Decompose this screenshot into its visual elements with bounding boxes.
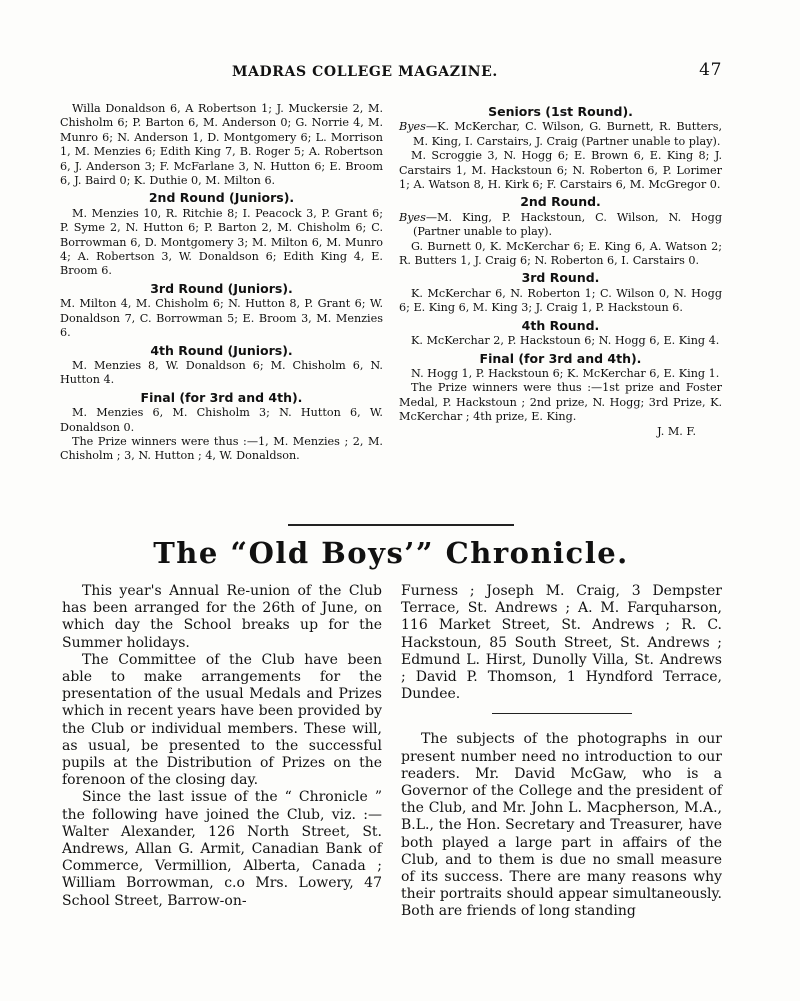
juniors-round2-results: M. Menzies 10, R. Ritchie 8; I. Peacock 3, P. Grant 6; P. Syme 2, N. Hutton 6; P. Barton 2, M. Chisholm 6; C. Borrowman 6, D. Montgomery 3; M. Milton 6, M. Munro 4; A. Robertson 3, W. Donaldson 6; Edith King 4, E. Broom 6. xyxy=(60,206,383,278)
seniors-round4-heading: 4th Round. xyxy=(521,317,600,333)
chronicle-right-column xyxy=(401,583,722,921)
seniors-results-column xyxy=(399,102,722,439)
byes-1-text: —K. McKerchar, C. Wilson, G. Burnett, R. Butters, M. King, I. Carstairs, J. Craig (Partner unable to play). xyxy=(413,120,722,148)
juniors-prize-winners: The Prize winners were thus :—1, M. Menzies ; 2, M. Chisholm ; 3, N. Hutton ; 4, W. Donaldson. xyxy=(60,434,383,463)
chronicle-paragraph-reunion: This year's Annual Re-union of the Club has been arranged for the 26th of June, on which day the School breaks up for the Summer holidays. xyxy=(62,583,382,651)
seniors-round2-results: G. Burnett 0, K. McKerchar 6; E. King 6, A. Watson 2; R. Butters 1, J. Craig 6; N. Roberton 6, I. Carstairs 0. xyxy=(399,239,722,268)
chronicle-paragraph-members-continued: Furness ; Joseph M. Craig, 3 Dempster Terrace, St. Andrews ; A. M. Farquharson, 116 Market Street, St. Andrews ; R. C. Hackstoun, 85 South Street, St. Andrews ; Edmund L. Hirst, Dunolly Villa, St. Andrews ; David P. Thomson, 1 Hyndford Terrace, Dundee. xyxy=(401,583,722,703)
seniors-round1-results: M. Scroggie 3, N. Hogg 6; E. Brown 6, E. King 8; J. Carstairs 1, M. Hackstoun 6; N. Roberton 6, P. Lorimer 1; A. Watson 8, H. Kirk 6; F. Carstairs 6, M. McGregor 0. xyxy=(399,149,722,192)
page-number: 47 xyxy=(699,60,722,80)
signature: J. M. F. xyxy=(657,424,696,438)
byes-label-2: Byes xyxy=(399,210,426,224)
juniors-results-column xyxy=(60,102,383,464)
seniors-round3-heading: 3rd Round. xyxy=(521,270,600,286)
section-divider xyxy=(288,524,514,526)
seniors-round3-results: K. McKerchar 6, N. Roberton 1; C. Wilson 0, N. Hogg 6; E. King 6, M. King 3; J. Craig 1, P. Hackstoun 6. xyxy=(399,286,722,315)
juniors-round3-results: M. Milton 4, M. Chisholm 6; N. Hutton 8, P. Grant 6; W. Donaldson 7, C. Borrowman 5; E. Broom 3, M. Menzies 6. xyxy=(60,297,383,340)
chronicle-paragraph-photographs: The subjects of the photographs in our present number need no introduction to our readers. Mr. David McGaw, who is a Governor of the College and the president of the Club, and Mr. John L. Macpherson, M.A., B.L., the Hon. Secretary and Treasurer, have both played a large part in affairs of the Club, and to them is due no small measure of its success. There are many reasons why their portraits should appear simultaneously. Both are friends of long standing xyxy=(401,731,722,920)
short-divider xyxy=(492,713,632,714)
seniors-byes-2 xyxy=(399,211,722,240)
old-boys-chronicle-heading: The “Old Boys’” Chronicle. xyxy=(153,536,629,570)
first-round-results: Willa Donaldson 6, A Robertson 1; J. Muckersie 2, M. Chisholm 6; P. Barton 6, M. Anderson 0; G. Norrie 4, M. Munro 6; N. Anderson 1, D. Montgomery 6; L. Morrison 1, M. Menzies 6; Edith King 7, B. Roger 5; A. Robertson 6, J. Anderson 3; F. McFarlane 3, N. Hutton 6; E. Broom 6, J. Baird 0; K. Duthie 0, M. Milton 6. xyxy=(60,102,383,188)
chronicle-paragraph-committee: The Committee of the Club have been able to make arrangements for the presentation of the usual Medals and Prizes which in recent years have been provided by the Club or individual members. These will, as usual, be presented to the successful pupils at the Distribution of Prizes on the forenoon of the closing day. xyxy=(62,651,382,789)
byes-label: Byes xyxy=(399,120,426,134)
seniors-round2-heading: 2nd Round. xyxy=(520,194,601,210)
seniors-round1-heading: Seniors (1st Round). xyxy=(488,104,633,119)
juniors-round4-results: M. Menzies 8, W. Donaldson 6; M. Chisholm 6, N. Hutton 4. xyxy=(60,358,383,387)
page-header xyxy=(60,60,722,86)
chronicle-paragraph-new-members: Since the last issue of the “ Chronicle ” the following have joined the Club, viz. :— Walter Alexander, 126 North Street, St. Andrews, Allan G. Armit, Canadian Bank of Commerce, Vermillion, Alberta, Canada ; William Borrowman, c.o Mrs. Lowery, 47 School Street, Barrow-on- xyxy=(62,789,382,909)
juniors-round3-heading: 3rd Round (Juniors). xyxy=(150,280,293,296)
chronicle-left-column xyxy=(62,583,382,910)
byes-2-text: —M. King, P. Hackstoun, C. Wilson, N. Hogg (Partner unable to play). xyxy=(413,210,722,239)
seniors-final-results: N. Hogg 1, P. Hackstoun 6; K. McKerchar 6, E. King 1. xyxy=(411,366,720,380)
seniors-final-heading: Final (for 3rd and 4th). xyxy=(479,350,642,366)
juniors-round4-heading: 4th Round (Juniors). xyxy=(150,342,293,358)
seniors-prize-winners: The Prize winners were thus :—1st prize and Foster Medal, P. Hackstoun ; 2nd prize, N. Hogg; 3rd Prize, K. McKerchar ; 4th prize, E. King. xyxy=(399,381,722,424)
seniors-round4-results: K. McKerchar 2, P. Hackstoun 6; N. Hogg 6, E. King 4. xyxy=(411,334,720,348)
seniors-byes-1 xyxy=(399,120,722,149)
juniors-final-results: M. Menzies 6, M. Chisholm 3; N. Hutton 6, W. Donaldson 0. xyxy=(60,406,383,434)
juniors-final-heading: Final (for 3rd and 4th). xyxy=(140,389,303,405)
magazine-title: MADRAS COLLEGE MAGAZINE. xyxy=(232,64,498,80)
juniors-round2-heading: 2nd Round (Juniors). xyxy=(148,190,295,206)
